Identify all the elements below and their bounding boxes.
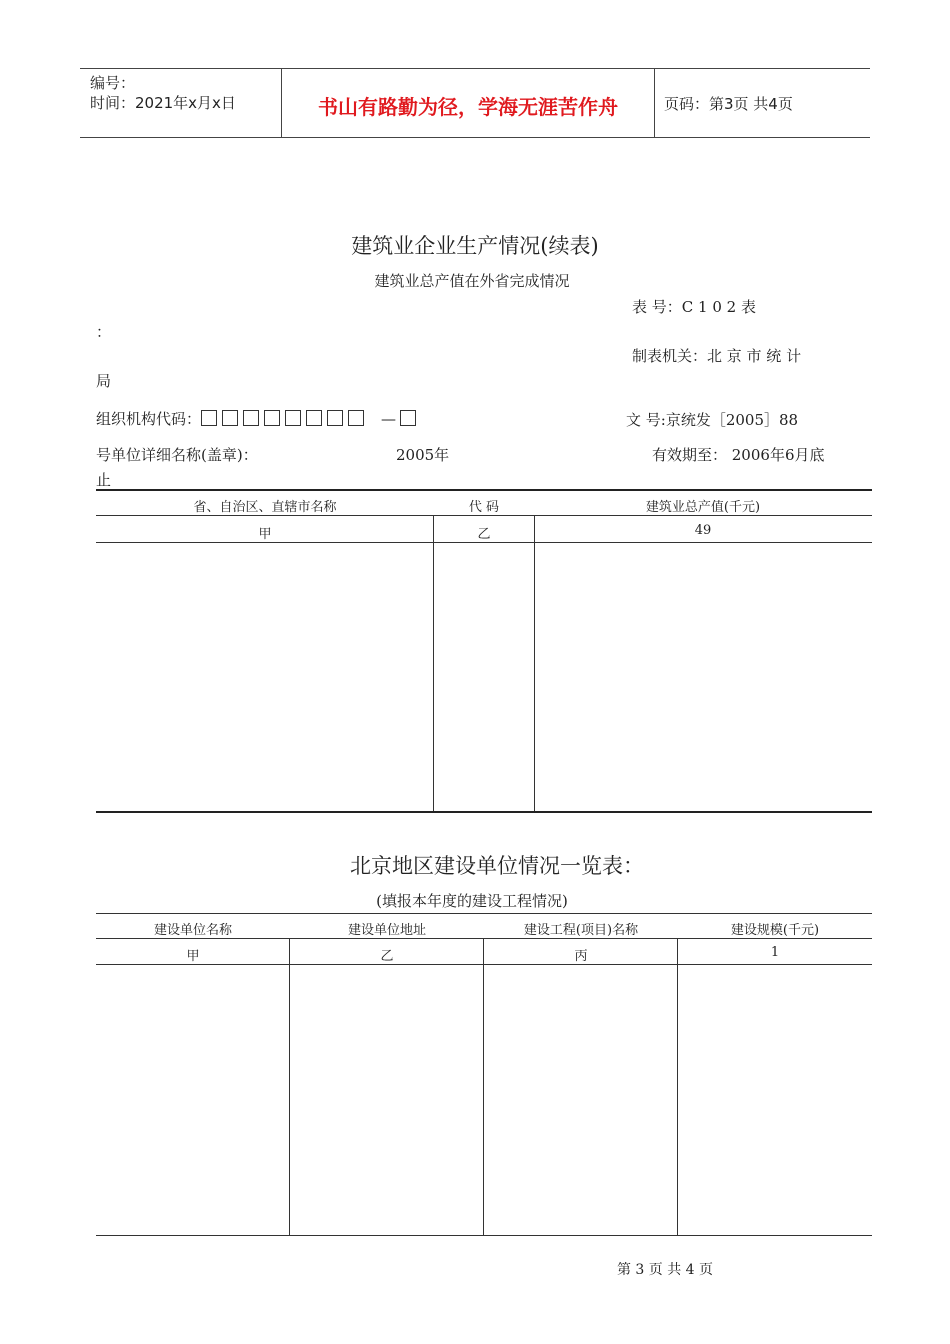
- form1-issuer-tail: 局: [96, 372, 112, 390]
- code-box: [201, 410, 217, 426]
- code-box: [327, 410, 343, 426]
- column-divider: [483, 939, 484, 1235]
- code-cell: 甲: [186, 949, 200, 964]
- form2-subtitle: (填报本年度的建设工程情况): [376, 892, 568, 910]
- serial-label: 编号：: [90, 74, 136, 92]
- table-rule: [96, 811, 872, 813]
- code-cell: 丙: [574, 949, 588, 964]
- valid-until-tail: 止: [96, 471, 112, 489]
- column-header: 省、自治区、直辖市名称: [193, 500, 337, 515]
- column-header: 代 码: [468, 500, 500, 515]
- table-rule: [96, 913, 872, 914]
- table-rule: [96, 542, 872, 543]
- code-box: [306, 410, 322, 426]
- column-divider: [433, 516, 434, 812]
- column-header: 建设单位地址: [347, 923, 426, 938]
- form1-subtitle: 建筑业总产值在外省完成情况: [374, 272, 570, 290]
- org-code-label: 组织机构代码：: [96, 410, 202, 428]
- code-cell: 乙: [380, 949, 394, 964]
- date-label: 时间：2021年x月x日: [90, 94, 236, 112]
- header-divider: [654, 69, 655, 137]
- table-rule: [96, 1235, 872, 1236]
- column-divider: [677, 939, 678, 1235]
- code-box: [222, 410, 238, 426]
- document-header: [80, 68, 870, 138]
- table-rule: [96, 964, 872, 965]
- form1-table-number: 表 号：C 1 0 2 表: [632, 298, 756, 316]
- form1-title: 建筑业企业生产情况(续表): [351, 234, 599, 258]
- code-cell: 甲: [258, 527, 272, 542]
- org-code-row: [96, 408, 421, 429]
- column-header: 建设工程(项目)名称: [523, 923, 639, 938]
- code-cell: 1: [770, 945, 780, 960]
- table-rule: [96, 489, 872, 491]
- org-code-boxes: [201, 410, 369, 428]
- form1-doc-number: 文 号:京统发［2005］88: [626, 411, 799, 429]
- code-box: [264, 410, 280, 426]
- header-meta: [90, 73, 236, 113]
- table-rule: [96, 515, 872, 516]
- unit-name-label: 号单位详细名称(盖章)：: [96, 446, 258, 464]
- column-header: 建设单位名称: [153, 923, 232, 938]
- column-divider: [289, 939, 290, 1235]
- valid-until: 有效期至： 2006年6月底: [652, 446, 825, 464]
- column-divider: [534, 516, 535, 812]
- code-cell: 乙: [477, 527, 491, 542]
- header-page-info: 页码：第3页 共4页: [664, 95, 793, 113]
- form2-title: 北京地区建设单位情况一览表：: [350, 854, 644, 878]
- code-box: [285, 410, 301, 426]
- page-footer: 第 3 页 共 4 页: [616, 1262, 714, 1278]
- code-box: [348, 410, 364, 426]
- code-cell: 49: [694, 523, 712, 538]
- form1-table-number-tail: ：: [96, 323, 112, 341]
- column-header: 建设规模(千元): [730, 923, 820, 938]
- code-check-box: [400, 410, 416, 426]
- form1-issuer: 制表机关：北 京 市 统 计: [632, 347, 802, 365]
- header-motto: 书山有路勤为径，学海无涯苦作舟: [318, 95, 618, 119]
- report-year: 2005年: [396, 446, 450, 464]
- code-box: [243, 410, 259, 426]
- column-header: 建筑业总产值(千元): [645, 500, 761, 515]
- table-rule: [96, 938, 872, 939]
- org-code-dash: —: [381, 410, 397, 428]
